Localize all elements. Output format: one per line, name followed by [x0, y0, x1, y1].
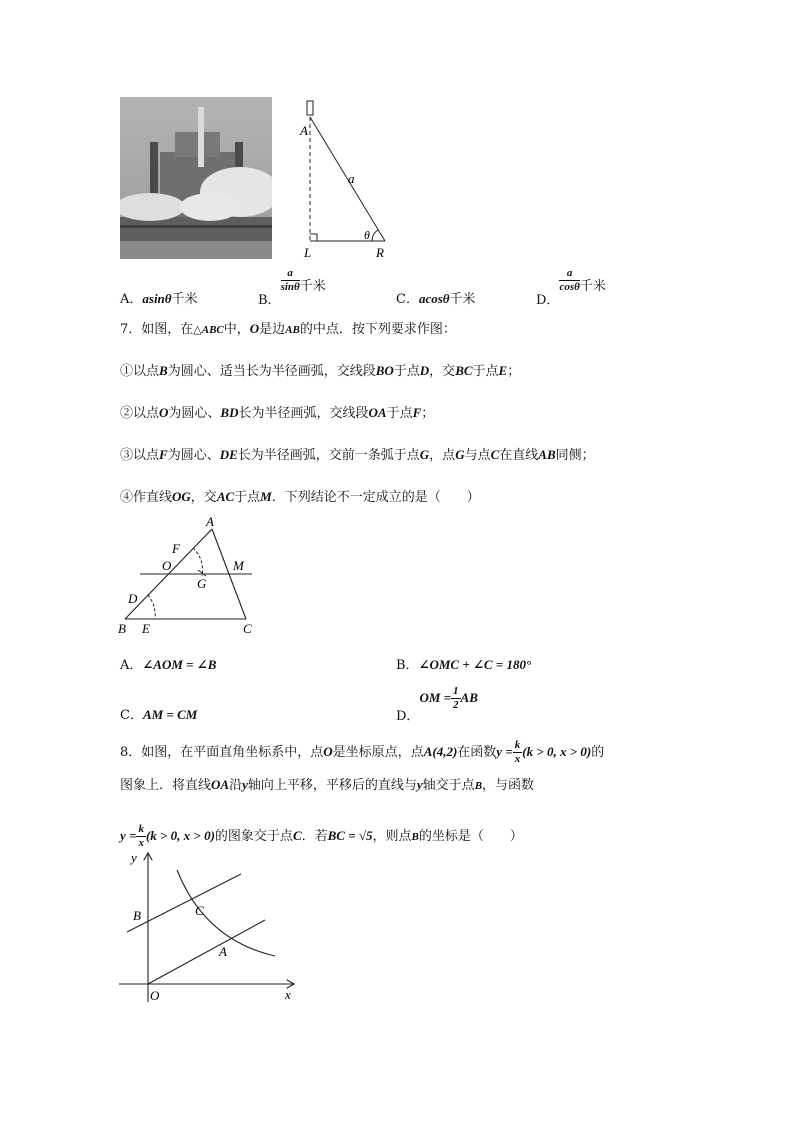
- label-O: O: [162, 558, 172, 573]
- step-text: 为圆心、: [168, 406, 221, 421]
- math-symbol: BO: [375, 363, 394, 378]
- label-E: E: [142, 621, 150, 636]
- step-text: 同侧；: [555, 448, 595, 463]
- q8-line-2: 图象上．将直线OA沿y轴向上平移，平移后的直线与y轴交于点B，与函数: [120, 777, 535, 793]
- q7-triangle-figure: [110, 512, 280, 637]
- step-text: 长为半径画弧，交线段: [238, 406, 369, 421]
- math-symbol: BD: [220, 405, 239, 420]
- math-symbol: BC: [455, 363, 473, 378]
- q8-line-3: y = $\frac{k}{x}$ (k > 0, x > 0)的图象交于点C．若BC = √5，则点B的坐标是（ ）: [120, 823, 523, 849]
- label-A: A: [206, 514, 214, 529]
- rocket-triangle-diagram: [290, 97, 400, 262]
- step-text: ，点: [429, 448, 456, 463]
- math-symbol: OA: [368, 405, 387, 420]
- math-symbol: E: [498, 363, 508, 378]
- step-text: ④作直线: [120, 490, 173, 505]
- math-symbol: B: [159, 363, 168, 378]
- q7-step-1: [120, 360, 520, 379]
- q7-option-d[interactable]: D．OM = $\frac{1}{2}$ AB: [396, 685, 478, 724]
- label-B: B: [133, 908, 141, 923]
- q6-option-d[interactable]: D． $\frac{a}{\cos\theta}$ 千米: [536, 267, 606, 308]
- math-symbol: O: [159, 405, 169, 420]
- q8-line-1: 8．如图，在平面直角坐标系中，点O是坐标原点，点A(4,2)在函数y = $\frac{k}{x}$ (k > 0, x > 0)的: [120, 739, 605, 765]
- label-B: B: [118, 621, 126, 636]
- step-text: 于点: [234, 490, 261, 505]
- label-L: L: [304, 245, 312, 260]
- q6-option-a[interactable]: A．asinθ千米: [120, 291, 198, 307]
- step-text: 为圆心、: [167, 448, 220, 463]
- step-text: 于点: [393, 364, 420, 379]
- label-D: D: [128, 591, 138, 606]
- label-A: A: [219, 944, 227, 959]
- step-text: 于点: [472, 364, 499, 379]
- q7-step-3: [120, 444, 595, 463]
- q8-coordinate-figure: [115, 848, 305, 1008]
- step-text: 长为半径画弧，交前一条弧于点: [237, 448, 420, 463]
- step-text: ③以点: [120, 448, 160, 463]
- math-symbol: AC: [216, 489, 235, 504]
- q7-step-4: [120, 486, 480, 505]
- step-text: ．下列结论不一定成立的是（ ）: [271, 490, 480, 505]
- step-text: ①以点: [120, 364, 160, 379]
- math-symbol: OG: [172, 489, 191, 504]
- step-text: ，交: [190, 490, 217, 505]
- label-M: M: [233, 558, 244, 573]
- label-C: C: [243, 621, 252, 636]
- math-symbol: G: [419, 447, 430, 462]
- label-R: R: [376, 245, 384, 260]
- label-x: x: [285, 987, 291, 1002]
- step-text: 与点: [464, 448, 491, 463]
- q7-option-a[interactable]: A．∠AOM = ∠B: [120, 657, 217, 673]
- q6-option-b[interactable]: B． $\frac{a}{\sin\theta}$ 千米: [258, 267, 326, 308]
- q7-step-2: [120, 402, 434, 421]
- step-text: ②以点: [120, 406, 160, 421]
- step-text: 在直线: [499, 448, 539, 463]
- math-symbol: M: [260, 489, 272, 504]
- label-theta: θ: [364, 228, 370, 242]
- label-A: A: [300, 123, 308, 138]
- label-F: F: [172, 541, 180, 556]
- q7-stem: 7．如图，在△ABC中，O是边AB的中点．按下列要求作图：: [120, 321, 456, 337]
- math-symbol: G: [455, 447, 465, 462]
- step-text: 于点: [386, 406, 413, 421]
- step-text: 为圆心、适当长为半径画弧，交线段: [167, 364, 376, 379]
- q6-option-c[interactable]: C．acosθ千米: [396, 291, 476, 307]
- q7-option-b[interactable]: B．∠OMC + ∠C = 180°: [396, 657, 532, 673]
- label-G: G: [197, 576, 207, 591]
- label-a: a: [348, 171, 355, 186]
- math-symbol: F: [412, 405, 422, 420]
- step-text: ；: [507, 364, 521, 379]
- math-symbol: D: [419, 363, 430, 378]
- label-O: O: [150, 988, 160, 1003]
- q7-option-c[interactable]: C．AM = CM: [120, 707, 198, 723]
- label-y: y: [131, 850, 137, 865]
- math-symbol: C: [490, 447, 500, 462]
- step-text: ，交: [429, 364, 456, 379]
- step-text: ；: [421, 406, 435, 421]
- label-C: C: [195, 903, 204, 918]
- rocket-launch-photo: [120, 97, 272, 259]
- math-symbol: AB: [538, 447, 556, 462]
- math-symbol: F: [159, 447, 168, 462]
- math-symbol: DE: [219, 447, 238, 462]
